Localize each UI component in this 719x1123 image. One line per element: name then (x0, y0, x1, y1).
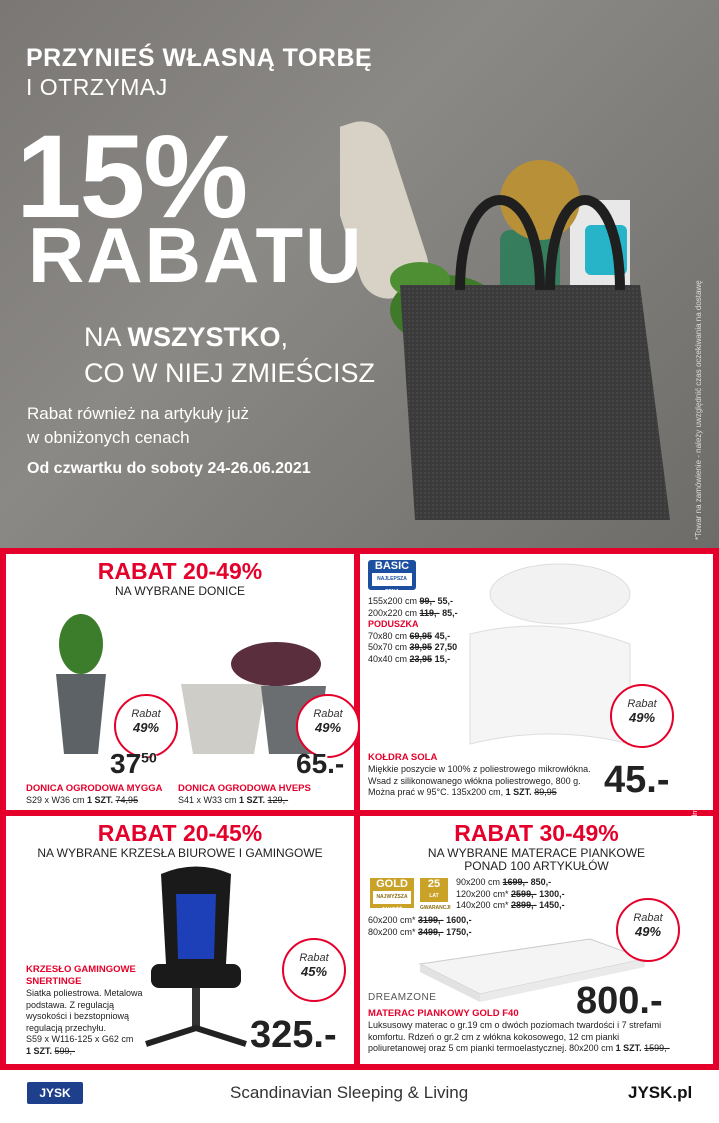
hero-line-1: PRZYNIEŚ WŁASNĄ TORBĘ (26, 44, 373, 72)
dreamzone-logo: DREAMZONE (368, 992, 437, 1003)
burst-value: 49% (132, 720, 160, 735)
felt-bag-illustration (340, 80, 680, 540)
price-gold-f40: 800.- (576, 980, 663, 1022)
desc-line: Luksusowy materac o gr.19 cm o dwóch poziomach twardości i 7 strefami (368, 1020, 662, 1030)
hero-na-wszystko (84, 322, 288, 353)
na-text: NA (84, 322, 128, 352)
product-dims (178, 795, 288, 805)
product-name-2: SNERTINGE (26, 976, 82, 987)
old-price: 129,- (267, 795, 289, 805)
warranty-badge (420, 878, 451, 911)
new-price: 85,- (439, 607, 458, 618)
planters-illustration (36, 604, 336, 754)
price-cents: 50 (141, 749, 157, 766)
footer-url[interactable]: JYSK.pl (628, 1083, 693, 1102)
desc-line: regulacją przechyłu. (26, 1022, 107, 1033)
burst-value: 45% (300, 964, 328, 979)
burst-value: 49% (634, 924, 662, 939)
panel-chairs (6, 816, 354, 1064)
warranty-sub-2: GWARANCJI (420, 902, 448, 914)
price-main: 37 (110, 748, 142, 779)
discount-burst (282, 938, 346, 1002)
qty-text: 1 SZT. (26, 1045, 55, 1056)
panel-bedding (360, 554, 713, 810)
desc-line (368, 1043, 670, 1055)
new-price: 1600,- (443, 915, 472, 925)
qty-text: 1 SZT. (505, 787, 535, 797)
hero-date: Od czwartku do soboty 24-26.06.2021 (27, 460, 311, 477)
qty-text: 1 SZT. (87, 795, 116, 805)
gold-badge (370, 878, 414, 913)
old-price: 119,- (419, 607, 440, 618)
old-price: 23,95 (409, 653, 433, 664)
old-price: 3499,- (418, 926, 444, 937)
hero-rabatu: RABATU (28, 211, 364, 299)
old-price: 2899,- (511, 900, 537, 910)
basic-sub-2: CENA (384, 589, 400, 595)
panel-subheading: NA WYBRANE KRZESŁA BIUROWE I GAMINGOWE (37, 846, 323, 860)
desc-line (26, 1046, 143, 1058)
product-desc (368, 1020, 670, 1055)
gold-label: GOLD (376, 878, 408, 890)
hero-side-note: *Towar na zamówienie - należy uwzględnić czas oczekiwania na dostawę (694, 280, 703, 540)
size-row (368, 631, 458, 643)
hero-line-2: I OTRZYMAJ (26, 74, 168, 100)
product-desc (368, 764, 591, 799)
old-price: 39,95 (409, 642, 433, 652)
hero-line-4: CO W NIEJ ZMIEŚCISZ (84, 358, 376, 388)
size: 80x200 cm* (368, 926, 419, 937)
old-price: 599,- (54, 1045, 76, 1056)
size: 70x80 cm (368, 630, 410, 641)
price-snertinge: 325.- (250, 1014, 337, 1056)
basic-label: BASIC (374, 560, 410, 572)
new-price: 1300,- (536, 888, 565, 899)
size: 60x200 cm* (368, 915, 419, 925)
hero-sub-2: w obniżonych cenach (27, 428, 190, 447)
panel-subheading: NA WYBRANE MATERACE PIANKOWE (427, 846, 646, 860)
desc-line: Miękkie poszycie w 100% z poliestrowego mikrowłókna. (368, 764, 591, 774)
desc-line (368, 787, 591, 799)
desc-line: komfortu. Rdzeń o gr.2 cm z włókna kokosowego, 12 cm pianki (368, 1031, 620, 1042)
old-price: 69,95 (409, 630, 433, 641)
comma-text: , (280, 322, 289, 352)
price-hveps: 65.- (296, 748, 345, 779)
gold-sub-1: NAJWYŻSZA (373, 891, 411, 904)
size-row (456, 877, 565, 889)
product-name: KOŁDRA SOLA (368, 752, 438, 763)
burst-label: Rabat (131, 708, 161, 720)
new-price: 1450,- (536, 900, 565, 910)
size: 120x200 cm* (456, 888, 512, 899)
new-price: 55,- (435, 596, 454, 606)
duvet-size-rows (368, 596, 458, 665)
size-row (368, 915, 472, 927)
burst-label: Rabat (313, 708, 343, 720)
old-price: 1599,- (644, 1043, 670, 1053)
jysk-logo[interactable]: JYSK (27, 1082, 83, 1104)
panel-heading: RABAT 20-45% (97, 820, 263, 846)
size: 40x40 cm (368, 653, 410, 664)
panel-subheading-2: PONAD 100 ARTYKUŁÓW (464, 859, 609, 873)
size-row (368, 596, 458, 608)
basic-sub-1: NAJLEPSZA (372, 573, 412, 586)
price-mygga (110, 748, 157, 780)
product-name: DONICA OGRODOWA HVEPS (178, 783, 311, 794)
size-row (368, 642, 458, 654)
old-price: 3199,- (418, 915, 444, 925)
dims-text: S29 x W36 cm (26, 795, 88, 805)
panel-heading: RABAT 20-49% (97, 558, 263, 584)
size-row (368, 654, 458, 666)
hero-discount: 15% (16, 111, 247, 243)
size: 50x70 cm (368, 642, 410, 652)
new-price: 27,50 (432, 642, 458, 652)
basic-badge (368, 560, 416, 595)
desc-line: Siatka poliestrowa. Metalowa (26, 988, 143, 998)
new-price: 15,- (432, 653, 451, 664)
size-row (456, 900, 565, 912)
burst-label: Rabat (299, 952, 329, 964)
warranty-sub-1: LAT (429, 893, 439, 899)
new-price: 45,- (432, 630, 451, 641)
old-price: 74,95 (115, 795, 139, 805)
poduszka-label: PODUSZKA (368, 619, 419, 629)
chair-illustration (136, 864, 256, 1054)
qty-text: 1 SZT. (239, 795, 268, 805)
panel-heading: RABAT 30-49% (454, 820, 619, 846)
burst-label: Rabat (633, 912, 663, 924)
panel-planters (6, 554, 354, 810)
panel-mattresses (360, 816, 713, 1064)
wszystko-text: WSZYSTKO (127, 322, 281, 352)
product-name: DONICA OGRODOWA MYGGA (26, 783, 163, 794)
desc-text: Można prać w 95°C. 135x200 cm, (368, 787, 506, 797)
gold-sub-2: JAKOŚĆ (381, 907, 403, 913)
size-row (456, 889, 565, 901)
size: 155x200 cm (368, 596, 420, 606)
panel-subheading: NA WYBRANE DONICE (114, 584, 246, 598)
burst-label: Rabat (627, 698, 657, 710)
qty-text: 1 SZT. (615, 1043, 645, 1053)
burst-value: 49% (314, 720, 342, 735)
desc-text: poliuretanowej oraz 5 cm pianki termoelastycznej. 80x200 cm (368, 1043, 616, 1053)
mattress-size-rows (456, 877, 565, 912)
old-price: 1699,- (502, 877, 529, 887)
burst-value: 49% (628, 710, 656, 725)
discount-burst (616, 898, 680, 962)
product-dims (26, 795, 138, 805)
hero-sub-1: Rabat również na artykuły już (27, 404, 250, 423)
desc-line: Wsad z silikonowanego włókna poliestrowego, 800 g. (368, 775, 581, 786)
size: 140x200 cm* (456, 900, 512, 910)
old-price: 89,95 (534, 787, 557, 797)
old-price: 99,- (419, 596, 436, 606)
discount-burst (610, 684, 674, 748)
product-name: KRZESŁO GAMINGOWE (26, 964, 136, 975)
hero-banner (0, 0, 719, 548)
new-price: 1750,- (443, 926, 472, 937)
size: 200x220 cm (368, 607, 420, 618)
price-sola: 45.- (604, 759, 670, 801)
legal-side-note: JFL 2021/0604 www.agency-spring.com Zastrzega się prawo do ewentualnych opóźnień w dostawach i błędów w druku. Oferta ważna do wyczerpania asortymentu. (690, 683, 709, 1060)
size-row (368, 608, 458, 620)
warranty-years: 25 (427, 878, 441, 890)
size: 90x200 cm (456, 877, 503, 887)
desc-line: S59 x W116-125 x G62 cm (26, 1034, 134, 1044)
desc-line: podstawa. Z regulacją (26, 999, 115, 1010)
dims-text: S41 x W33 cm (178, 795, 240, 805)
product-desc (26, 988, 143, 1057)
product-name: MATERAC PIANKOWY GOLD F40 (368, 1008, 519, 1019)
desc-line: wysokości i bezstopniową (26, 1011, 130, 1021)
new-price: 850,- (528, 877, 552, 887)
footer-tagline: Scandinavian Sleeping & Living (230, 1083, 469, 1102)
old-price: 2599,- (511, 888, 537, 899)
